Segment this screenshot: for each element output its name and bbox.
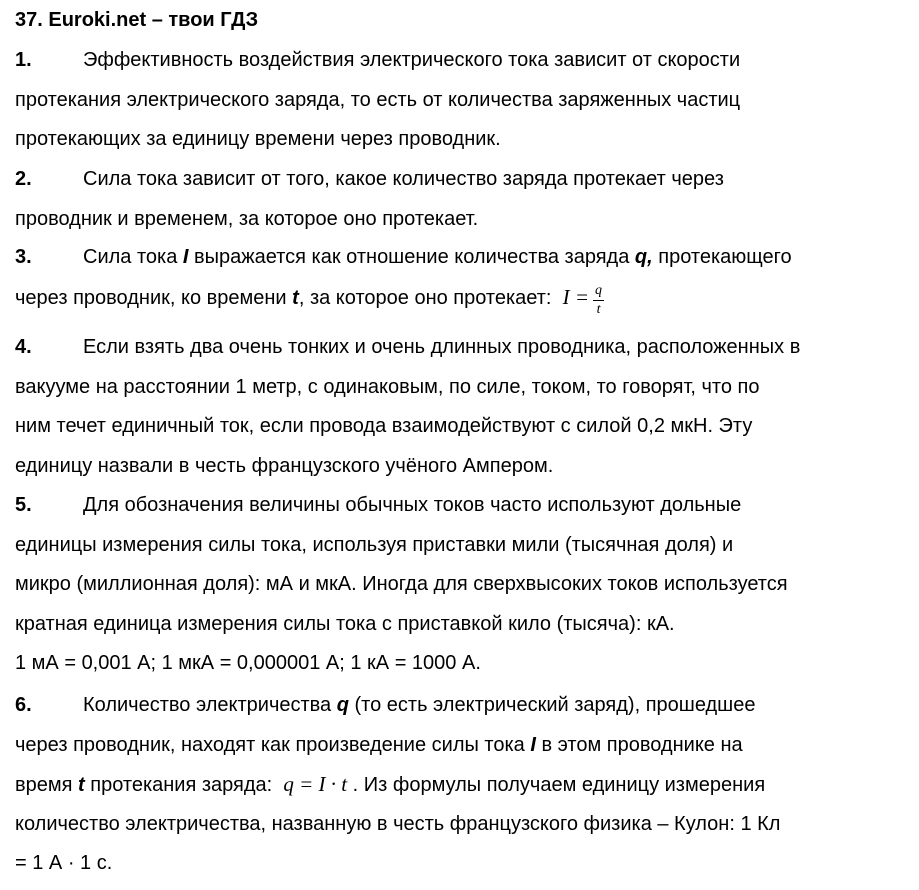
- answer-3: 3. Сила тока I выражается как отношение количества заряда q, протекающего через проводник, ко времени t, за которое оно протекает: I = $\frac{q}{t}$: [15, 238, 910, 328]
- answer-number: 6.: [15, 694, 32, 716]
- answer-number: 5.: [15, 494, 32, 516]
- answer-number: 2.: [15, 168, 32, 190]
- unit-conversions: 1 мА = 0,001 А; 1 мкА = 0,000001 А; 1 кА = 1000 А.: [15, 652, 481, 674]
- fraction-q-over-t: $\frac{q}{t}$: [595, 282, 603, 317]
- answer-number: 1.: [15, 49, 32, 71]
- answer-1: 1. Эффективность воздействия электрического тока зависит от скорости протекания электрического заряда, то есть от количества заряженных частиц протекающих за единицу времени через проводник.: [15, 41, 910, 160]
- formula-charge: q = I · t: [283, 772, 348, 796]
- answer-5: 5. Для обозначения величины обычных токов часто используют дольные единицы измерения силы тока, используя приставки мили (тысячная доля) и микро (миллионная доля): мА и мкА. Иногда для сверхвысоких токов используется кратная единица измерения силы тока с приставкой кило (тысяча): кА. 1 мА = 0,001 А; 1 мкА = 0,000001 А; 1 кА = 1000 А.: [15, 486, 910, 684]
- answer-4: 4. Если взять два очень тонких и очень длинных проводника, расположенных в вакууме на расстоянии 1 метр, с одинаковым, по силе, током, то говорят, что по ним течет единичный ток, если провода взаимодействуют с силой 0,2 мкН. Эту единицу назвали в честь французского учёного Ампером.: [15, 328, 910, 486]
- answer-number: 4.: [15, 336, 32, 358]
- answer-6: 6. Количество электричества q (то есть электрический заряд), прошедшее через проводник, находят как произведение силы тока I в этом проводнике на время t протекания заряда: q = I · t . Из формулы получаем единицу измерения количество электричества, названную в честь французского физика – Кулон: 1 Кл = 1 А · 1 с.: [15, 686, 910, 884]
- answer-number: 3.: [15, 246, 32, 268]
- page-title: 37. Euroki.net – твои ГДЗ: [15, 9, 259, 31]
- formula-current: I =: [562, 284, 590, 309]
- answer-2: 2. Сила тока зависит от того, какое количество заряда протекает через проводник и временем, за которое оно протекает.: [15, 160, 910, 239]
